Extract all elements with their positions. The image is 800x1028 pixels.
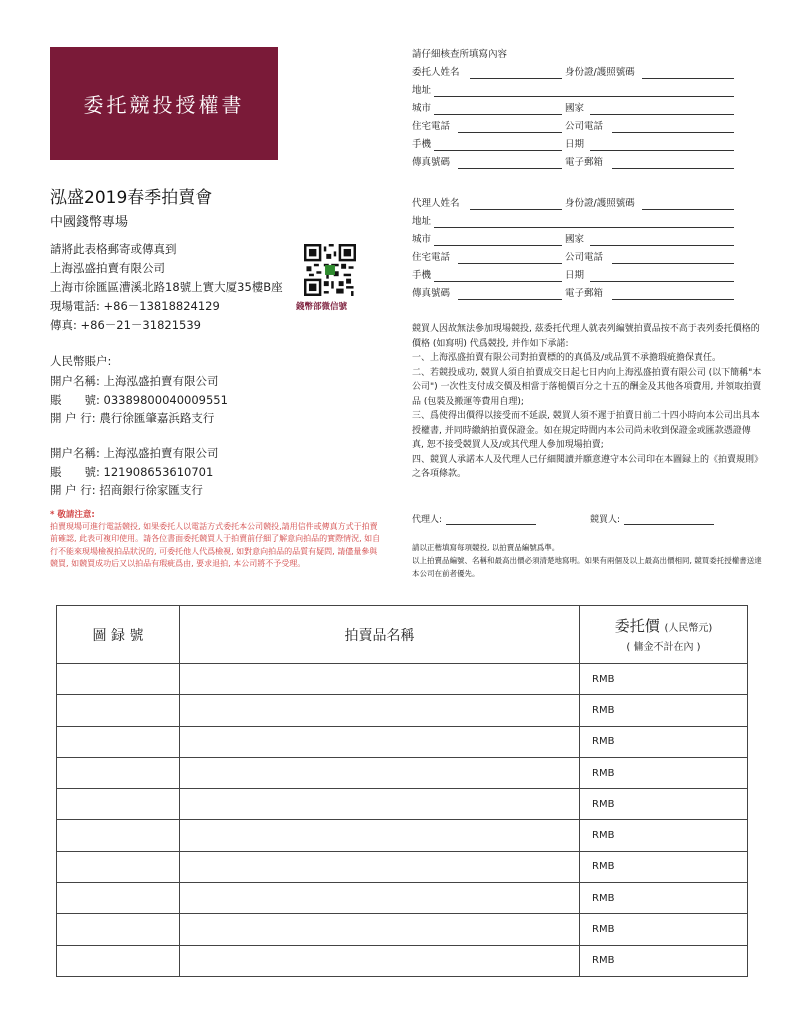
agent-signature-label: 代理人: <box>412 515 443 525</box>
bid-price-cell[interactable]: RMB <box>580 851 748 882</box>
item-name-header: 拍賣品名稱 <box>180 606 580 664</box>
client-city-row <box>412 99 734 115</box>
agent-city-row <box>412 230 734 246</box>
lot-number-cell[interactable] <box>57 883 180 914</box>
filling-note: 以上拍賣品編號、名稱和最高出價必須清楚地寫明。如果有兩個及以上最高出價相同, 競買委托授權書送達本公司在前者優先。 <box>412 556 762 578</box>
agent-name-row <box>412 194 734 210</box>
contact-line: 傳真: +86－21－31821539 <box>50 318 201 332</box>
form-title: 委托競投授權書 <box>83 93 245 117</box>
qr-code-icon <box>304 244 356 296</box>
account-number: 賬 號: 121908653610701 <box>50 464 214 479</box>
account-bank: 開 户 行: 招商銀行徐家匯支行 <box>50 483 203 497</box>
terms-item: 四、競買人承諾本人及代理人已仔細閱讀并願意遵守本公司印在本圖録上的《拍賣規則》之各項條款。 <box>412 454 759 479</box>
client-office-phone-label: 公司電話 <box>565 121 604 132</box>
client-country-field[interactable] <box>590 114 734 115</box>
bid-table <box>56 605 748 977</box>
notice-title: * 敬請注意: <box>50 510 95 520</box>
bid-price-cell[interactable]: RMB <box>580 664 748 695</box>
bid-price-cell[interactable]: RMB <box>580 757 748 788</box>
client-date-field[interactable] <box>590 150 734 151</box>
lot-number-cell[interactable] <box>57 664 180 695</box>
agent-mobile-label: 手機 <box>412 270 432 281</box>
agent-signature <box>412 512 536 525</box>
lot-number-cell[interactable] <box>57 789 180 820</box>
client-city-field[interactable] <box>434 114 562 115</box>
agent-address-label: 地址 <box>412 216 432 227</box>
agent-home-phone-label: 住宅電話 <box>412 252 451 263</box>
contact-line: 請將此表格郵寄或傳真到 <box>50 242 177 256</box>
notice-text: 拍賣現場可進行電話競投, 如果委托人以電話方式委托本公司競投,請用信件或傳真方式于拍賣前確認, 此表可複印使用。請各位書面委托競買人于拍賣前仔細了解意向拍品的實際情況, 如自行不能來現場檢視拍品狀況的, 可委托他人代爲檢視, 如對意向拍品的品質有疑問, 請儘量參與競買, 如競買成功后又以拍品有瑕疵爲由, 要求退拍, 本公司將不予受理。 <box>50 522 381 568</box>
notice <box>50 509 385 570</box>
client-fax-label: 傳真號碼 <box>412 157 451 168</box>
terms-item: 一、上海泓盛拍賣有限公司對拍賣標的的真僞及/或品質不承擔瑕疵擔保責任。 <box>412 353 722 363</box>
item-name-cell[interactable] <box>180 945 580 976</box>
client-address-label: 地址 <box>412 85 432 96</box>
agent-city-field[interactable] <box>434 245 562 246</box>
account-bank: 開 户 行: 農行徐匯肇嘉浜路支行 <box>50 411 215 425</box>
terms <box>412 322 762 482</box>
table-row <box>57 883 748 914</box>
agent-signature-field[interactable] <box>446 524 536 525</box>
table-row <box>57 695 748 726</box>
client-name-field[interactable] <box>470 78 562 79</box>
terms-intro: 競買人因故無法參加現場競投, 茲委托代理人就表列編號拍賣品按不高于表列委托價格的價格 (如寫明) 代爲競投, 并作如下承諾: <box>412 324 760 349</box>
lot-number-header: 圖 録 號 <box>57 606 180 664</box>
table-row <box>57 664 748 695</box>
agent-fax-row <box>412 284 734 300</box>
auction-info <box>50 183 212 230</box>
agent-office-phone-label: 公司電話 <box>565 252 604 263</box>
agent-phone-row <box>412 248 734 264</box>
lot-number-cell[interactable] <box>57 851 180 882</box>
bid-price-title: 委托價 <box>614 617 660 635</box>
client-id-field[interactable] <box>642 78 734 79</box>
account-block-1 <box>50 372 228 428</box>
form-heading: 請仔細核查所填寫內容 <box>412 49 508 60</box>
bid-price-cell[interactable]: RMB <box>580 789 748 820</box>
bid-price-header <box>580 606 748 664</box>
bid-price-cell[interactable]: RMB <box>580 945 748 976</box>
buyer-signature-field[interactable] <box>624 524 714 525</box>
agent-fax-label: 傳真號碼 <box>412 288 451 299</box>
client-home-phone-label: 住宅電話 <box>412 121 451 132</box>
client-mobile-label: 手機 <box>412 139 432 150</box>
agent-name-field[interactable] <box>470 209 562 210</box>
filling-note: 請以正楷填寫每項競投, 以拍賣品編號爲準。 <box>412 543 560 552</box>
agent-address-row <box>412 212 734 228</box>
buyer-signature-label: 競買人: <box>590 515 621 525</box>
client-date-label: 日期 <box>565 139 585 150</box>
client-address-row <box>412 81 734 97</box>
client-mobile-row <box>412 135 734 151</box>
lot-number-cell[interactable] <box>57 820 180 851</box>
client-country-label: 國家 <box>565 103 585 114</box>
contact-line: 上海市徐匯區漕溪北路18號上實大厦35樓B座 <box>50 280 283 294</box>
agent-office-phone-field[interactable] <box>612 263 734 264</box>
agent-date-label: 日期 <box>565 270 585 281</box>
account-block-2 <box>50 444 219 500</box>
item-name-cell[interactable] <box>180 757 580 788</box>
account-heading: 人民幣賬户: <box>50 354 112 368</box>
agent-email-field[interactable] <box>612 299 734 300</box>
client-fax-row <box>412 153 734 169</box>
qr-code-label: 錢幣部微信號 <box>296 302 348 312</box>
bid-price-cell[interactable]: RMB <box>580 695 748 726</box>
table-row <box>57 945 748 976</box>
agent-id-label: 身份證/護照號碼 <box>565 198 635 209</box>
item-name-cell[interactable] <box>180 914 580 945</box>
lot-number-cell[interactable] <box>57 695 180 726</box>
agent-country-field[interactable] <box>590 245 734 246</box>
item-name-cell[interactable] <box>180 851 580 882</box>
bid-price-unit: (人民幣元) <box>664 623 713 634</box>
client-phone-row <box>412 117 734 133</box>
table-header-row <box>57 606 748 664</box>
agent-mobile-field[interactable] <box>434 281 562 282</box>
table-row <box>57 789 748 820</box>
item-name-cell[interactable] <box>180 789 580 820</box>
client-address-field[interactable] <box>434 96 734 97</box>
account-name: 開户名稱: 上海泓盛拍賣有限公司 <box>50 374 219 388</box>
client-office-phone-field[interactable] <box>612 132 734 133</box>
client-mobile-field[interactable] <box>434 150 562 151</box>
client-name-label: 委托人姓名 <box>412 67 460 78</box>
table-row <box>57 726 748 757</box>
item-name-cell[interactable] <box>180 820 580 851</box>
lot-number-cell[interactable] <box>57 726 180 757</box>
bid-price-cell[interactable]: RMB <box>580 820 748 851</box>
client-fax-field[interactable] <box>458 168 562 169</box>
client-city-label: 城市 <box>412 103 432 114</box>
buyer-signature <box>590 512 714 525</box>
agent-date-field[interactable] <box>590 281 734 282</box>
terms-item: 三、爲使得出價得以接受而不延誤, 競買人須不遲于拍賣日前二十四小時向本公司出具本授權書, 并同時繳納拍賣保證金。如在規定時間内本公司尚未收到保證金或匯款憑證傳真, 恕不接受競買人及/或其代理人參加現場拍賣; <box>412 411 760 450</box>
bid-price-cell[interactable]: RMB <box>580 883 748 914</box>
client-home-phone-field[interactable] <box>458 132 562 133</box>
terms-item: 二、若競投成功, 競買人須自拍賣成交日起七日内向上海泓盛拍賣有限公司 (以下簡稱"本公司") 一次性支付成交價及相當于落槌價百分之十五的酬金及其他各項費用, 并領取拍賣品 (包裝及搬運等費用自理); <box>412 367 762 407</box>
table-row <box>57 820 748 851</box>
table-row <box>57 914 748 945</box>
item-name-cell[interactable] <box>180 664 580 695</box>
client-name-row <box>412 63 734 79</box>
table-row <box>57 851 748 882</box>
lot-number-cell[interactable] <box>57 914 180 945</box>
bid-price-cell[interactable]: RMB <box>580 726 748 757</box>
agent-id-field[interactable] <box>642 209 734 210</box>
agent-city-label: 城市 <box>412 234 432 245</box>
auction-name: 泓盛2019春季拍賣會 <box>50 188 213 208</box>
item-name-cell[interactable] <box>180 883 580 914</box>
account-name: 開户名稱: 上海泓盛拍賣有限公司 <box>50 446 219 460</box>
item-name-cell[interactable] <box>180 695 580 726</box>
agent-address-field[interactable] <box>434 227 734 228</box>
agent-email-label: 電子郵箱 <box>565 288 604 299</box>
lot-number-cell[interactable] <box>57 757 180 788</box>
item-name-cell[interactable] <box>180 726 580 757</box>
agent-country-label: 國家 <box>565 234 585 245</box>
filling-notes <box>412 541 762 580</box>
table-row <box>57 757 748 788</box>
agent-mobile-row <box>412 266 734 282</box>
lot-number-cell[interactable] <box>57 945 180 976</box>
contact-info <box>50 240 283 335</box>
account-number: 賬 號: 03389800040009551 <box>50 392 228 407</box>
agent-home-phone-field[interactable] <box>458 263 562 264</box>
bid-price-note: ( 傭金不計在內 ) <box>626 642 701 653</box>
contact-line: 上海泓盛拍賣有限公司 <box>50 261 165 275</box>
auction-section: 中國錢幣專場 <box>50 215 129 230</box>
client-id-label: 身份證/護照號碼 <box>565 67 635 78</box>
agent-fax-field[interactable] <box>458 299 562 300</box>
title-banner <box>50 47 278 160</box>
contact-line: 現場電話: +86－13818824129 <box>50 299 220 313</box>
agent-name-label: 代理人姓名 <box>412 198 460 209</box>
client-email-field[interactable] <box>612 168 734 169</box>
client-email-label: 電子郵箱 <box>565 157 604 168</box>
bid-price-cell[interactable]: RMB <box>580 914 748 945</box>
